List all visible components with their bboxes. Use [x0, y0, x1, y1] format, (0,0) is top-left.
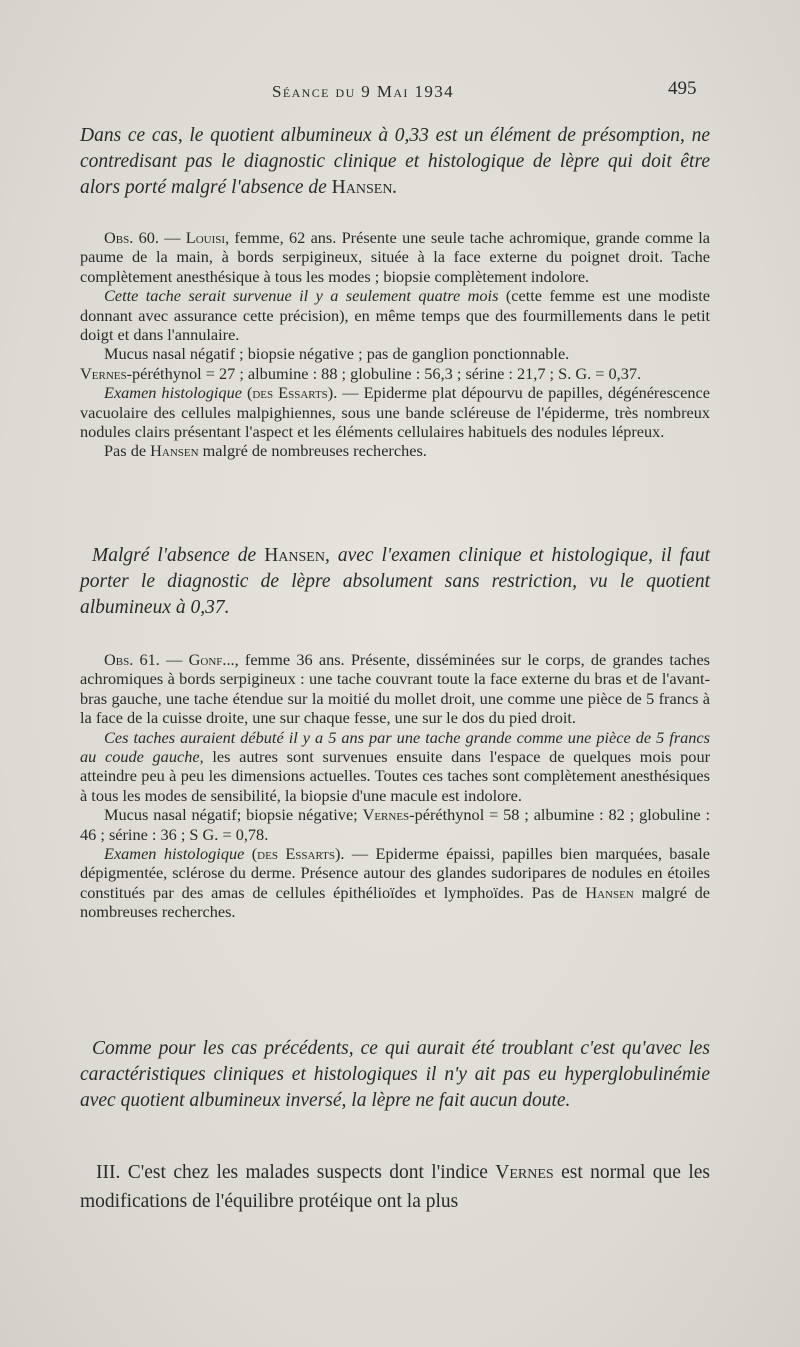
conclusion-paragraph-1 — [80, 123, 710, 201]
section-III-text-a: III. C'est chez les malades suspects dont l'indice — [96, 1162, 496, 1183]
obs-60-para-2 — [80, 286, 710, 344]
conclusion-1-text-b: . — [392, 177, 398, 198]
obs-60-para-6-a: Pas de — [104, 441, 151, 461]
obs-60-para-2-rest: (cette femme est une modiste donnant avec assurance cette précision), en même temps que des fourmillements dans le petit doigt et dans l'annulaire. — [80, 286, 710, 345]
page-header — [0, 78, 800, 108]
obs-61-para-2 — [80, 728, 710, 806]
obs-61-para-4-rest-b: malgré de nombreuses recherches. — [80, 882, 711, 922]
conclusion-paragraph-3: Comme pour les cas précédents, ce qui aurait été troublant c'est qu'avec les caractéristiques cliniques et histologiques il n'y ait pas eu hyperglobulinémie avec quotient albumineux inversé, la lèpre ne fait aucun doute. — [80, 1038, 710, 1111]
obs-60-patient: Louisi — [185, 228, 226, 247]
obs-61-paren-close: ). — — [334, 844, 376, 864]
obs-61-hansen: Hansen — [585, 882, 634, 902]
section-III-paragraph — [80, 1158, 710, 1216]
obs-60-dash: — — [158, 228, 186, 247]
obs-61-para-4-italic: Examen histologique — [104, 844, 245, 864]
obs-60-vernes: Vernes — [80, 363, 127, 383]
obs-61-para-3-rest: -péréthynol = 58 ; albumine : 82 ; globuline : 46 ; sérine : 36 ; S G. = 0,78. — [80, 805, 710, 844]
obs-60-para-6 — [80, 441, 710, 460]
obs-61-para-1-rest: , femme 36 ans. Présente, disséminées sur le corps, de grandes taches achromiques à bords serpigineux : une tache couvrant toute la face externe du bras et de l'avant-bras gauche, une tache étendue sur la moitié du mollet droit, une comme une pièce de 5 francs à la face de la cuisse droite, une sur chaque fesse, une sur le dos du pied droit. — [80, 650, 711, 728]
section-III — [80, 1158, 710, 1216]
obs-60-para-3: Mucus nasal négatif ; biopsie négative ; pas de ganglion ponctionnable. — [104, 344, 570, 364]
obs-60-para-2-italic: Cette tache serait survenue il y a seulement quatre mois — [104, 286, 499, 306]
obs-61-des-essarts: des Essarts — [257, 844, 335, 864]
obs-60-para-1 — [80, 228, 710, 286]
section-III-text-b: est normal que les modifications de l'équilibre protéique ont la plus — [80, 1162, 710, 1212]
obs-60-para-4-rest: -péréthynol = 27 ; albumine : 88 ; globuline : 56,3 ; sérine : 21,7 ; S. G. = 0,37. — [126, 363, 642, 383]
obs-60-para-5-rest: Epiderme plat dépourvu de papilles, dégénérescence vacuolaire des cellules malpighiennes, sous une bande scléreuse de l'épiderme, très nombreux nodules clairs présentant l'aspect et les éléments cellulaires habituels des nodules lépreux. — [80, 383, 710, 442]
obs-60-para-5-italic: Examen histologique — [104, 383, 242, 403]
obs-61-dash: — — [159, 650, 189, 669]
obs-60-hansen: Hansen — [150, 441, 199, 461]
obs-60-label: Obs. 60. — [104, 228, 159, 247]
obs-61-paren-open: ( — [244, 844, 258, 864]
obs-61-para-3-a: Mucus nasal négatif; biopsie négative; — [104, 805, 363, 825]
obs-60-para-1-rest: , femme, 62 ans. Présente une seule tache achromique, grande comme la paume de la main, à bords serpigineux, située à la face externe du poignet droit. Tache complètement anesthésique à tous les modes ; biopsie complètement indolore. — [80, 228, 710, 286]
obs-61-vernes: Vernes — [362, 805, 410, 825]
obs-61-para-4-rest-a: Epiderme épaissi, papilles bien marquées, basale dépigmentée, sclérose du derme. Présence autour des glandes sudoripares de nodules en étoiles constitués par des amas de cellules épithélioïdes et lymphoïdes. Pas de — [80, 844, 710, 902]
obs-60-para-4 — [80, 364, 710, 383]
obs-61-para-1 — [80, 650, 710, 728]
obs-61-para-4 — [80, 844, 710, 922]
section-III-vernes: Vernes — [495, 1162, 554, 1183]
running-head: Séance du 9 Mai 1934 — [272, 82, 455, 101]
conclusion-1-hansen: Hansen — [331, 177, 393, 198]
conclusion-2-text-a: Malgré l'absence de — [92, 545, 265, 566]
obs-60-para-5 — [80, 383, 710, 441]
conclusion-paragraph-2 — [80, 543, 710, 621]
obs-60-paren-close: ). — — [327, 383, 364, 403]
obs-60-para-6-b: malgré de nombreuses recherches. — [198, 441, 427, 461]
observation-61 — [80, 650, 710, 922]
obs-61-para-2-italic: Ces taches auraient débuté il y a 5 ans par une tache grande comme une pièce de 5 francs au coude gauche — [80, 727, 710, 767]
obs-60-paren-open: ( — [241, 383, 253, 403]
obs-61-patient: Gonf... — [188, 650, 235, 669]
page-number: 495 — [668, 78, 697, 99]
obs-61-para-3 — [80, 805, 710, 844]
conclusion-1-text-a: Dans ce cas, le quotient albumineux à 0,33 est un élément de présomption, ne contredisant pas le diagnostic clinique et histologique de lèpre qui doit être alors porté malgré l'absence de — [80, 125, 710, 198]
observation-60 — [80, 228, 710, 461]
obs-61-para-2-rest: , les autres sont survenues ensuite dans l'espace de quelques mois pour atteindre peu à peu les dimensions actuelles. Toutes ces taches sont complètement anesthésiques à tous les modes de sensibilité, la biopsie d'une macule est indolore. — [80, 747, 711, 805]
conclusion-2-text-b: , avec l'examen clinique et histologique, il faut porter le diagnostic de lèpre absolument sans restriction, vu le quotient albumineux à 0,37. — [80, 545, 711, 618]
obs-60-des-essarts: des Essarts — [252, 383, 328, 403]
obs-61-label: Obs. 61. — [104, 650, 160, 669]
conclusion-2-hansen: Hansen — [264, 545, 325, 566]
